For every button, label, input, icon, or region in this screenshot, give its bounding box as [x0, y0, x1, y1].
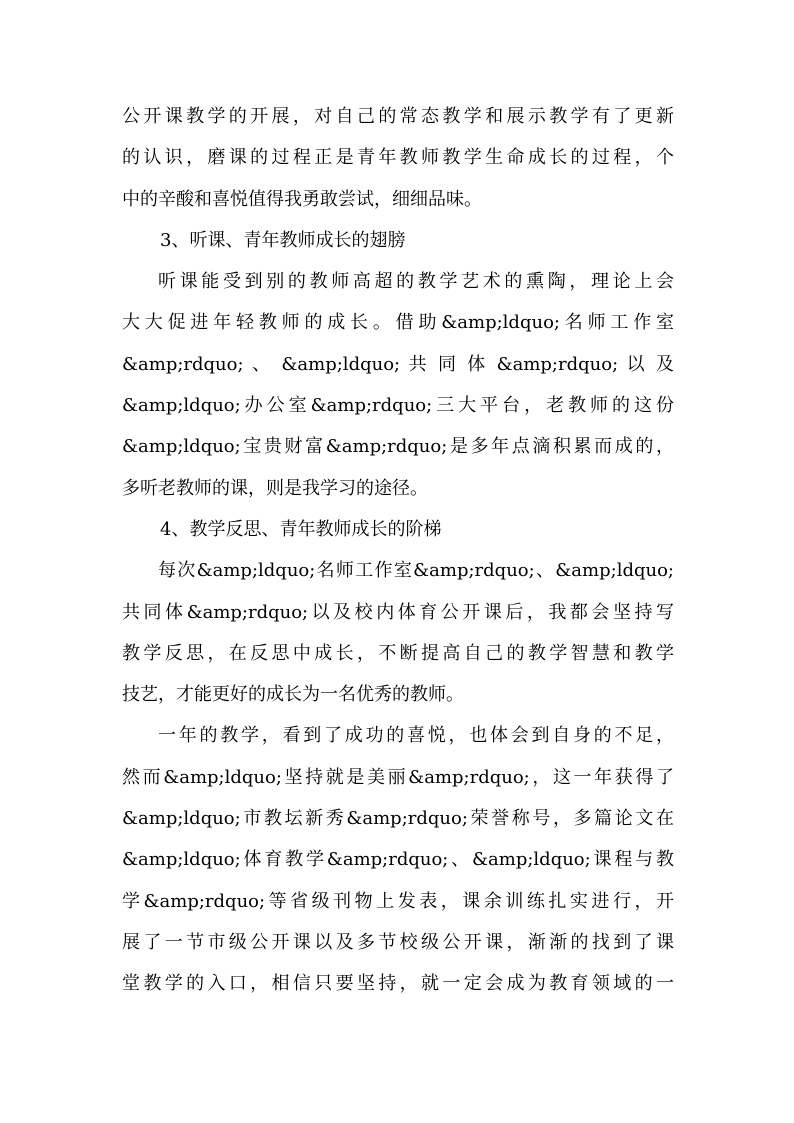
paragraph-line: 然而&amp;ldquo;坚持就是美丽&amp;rdquo;，这一年获得了	[122, 766, 674, 788]
paragraph-line: 一年的教学，看到了成功的喜悦，也体会到自身的不足，	[158, 725, 674, 747]
paragraph-line: &amp;ldquo;办公室&amp;rdquo;三大平台，老教师的这份	[122, 395, 674, 417]
paragraph-line: 共同体&amp;rdquo;以及校内体育公开课后，我都会坚持写	[122, 601, 674, 623]
paragraph-line: 学&amp;rdquo;等省级刊物上发表，课余训练扎实进行，开	[122, 890, 674, 912]
paragraph-line: 技艺，才能更好的成长为一名优秀的教师。	[122, 684, 464, 706]
paragraph-line: 大大促进年轻教师的成长。借助&amp;ldquo;名师工作室	[122, 312, 674, 334]
section-heading-4: 4、教学反思、青年教师成长的阶梯	[160, 518, 442, 540]
paragraph-line: 教学反思，在反思中成长，不断提高自己的教学智慧和教学	[122, 642, 674, 664]
paragraph-line: 展了一节市级公开课以及多节校级公开课，渐渐的找到了课	[122, 931, 674, 953]
paragraph-line: 的认识，磨课的过程正是青年教师教学生命成长的过程，个	[122, 147, 674, 169]
paragraph-line: 每次&amp;ldquo;名师工作室&amp;rdquo;、&amp;ldquo;	[158, 560, 674, 582]
paragraph-line: &amp;rdquo; 、 &amp;ldquo; 共 同 体 &amp;rdquo; 以 及	[122, 353, 674, 375]
paragraph-line: &amp;ldquo;体育教学&amp;rdquo;、&amp;ldquo;课程与教	[122, 849, 674, 871]
document-body	[122, 96, 674, 1005]
paragraph-line: 公开课教学的开展，对自己的常态教学和展示教学有了更新	[122, 106, 674, 127]
section-heading-3: 3、听课、青年教师成长的翅膀	[160, 229, 406, 251]
paragraph-line: 堂教学的入口，相信只要坚持，就一定会成为教育领域的一	[122, 973, 674, 995]
paragraph-line: 听课能受到别的教师高超的教学艺术的熏陶，理论上会	[158, 271, 674, 293]
paragraph-line: &amp;ldquo;宝贵财富&amp;rdquo;是多年点滴积累而成的，	[122, 436, 674, 458]
paragraph-line: &amp;ldquo;市教坛新秀&amp;rdquo;荣誉称号，多篇论文在	[122, 808, 674, 830]
paragraph-line: 多听老教师的课，则是我学习的途径。	[122, 477, 428, 499]
paragraph-line: 中的辛酸和喜悦值得我勇敢尝试，细细品味。	[122, 188, 482, 210]
